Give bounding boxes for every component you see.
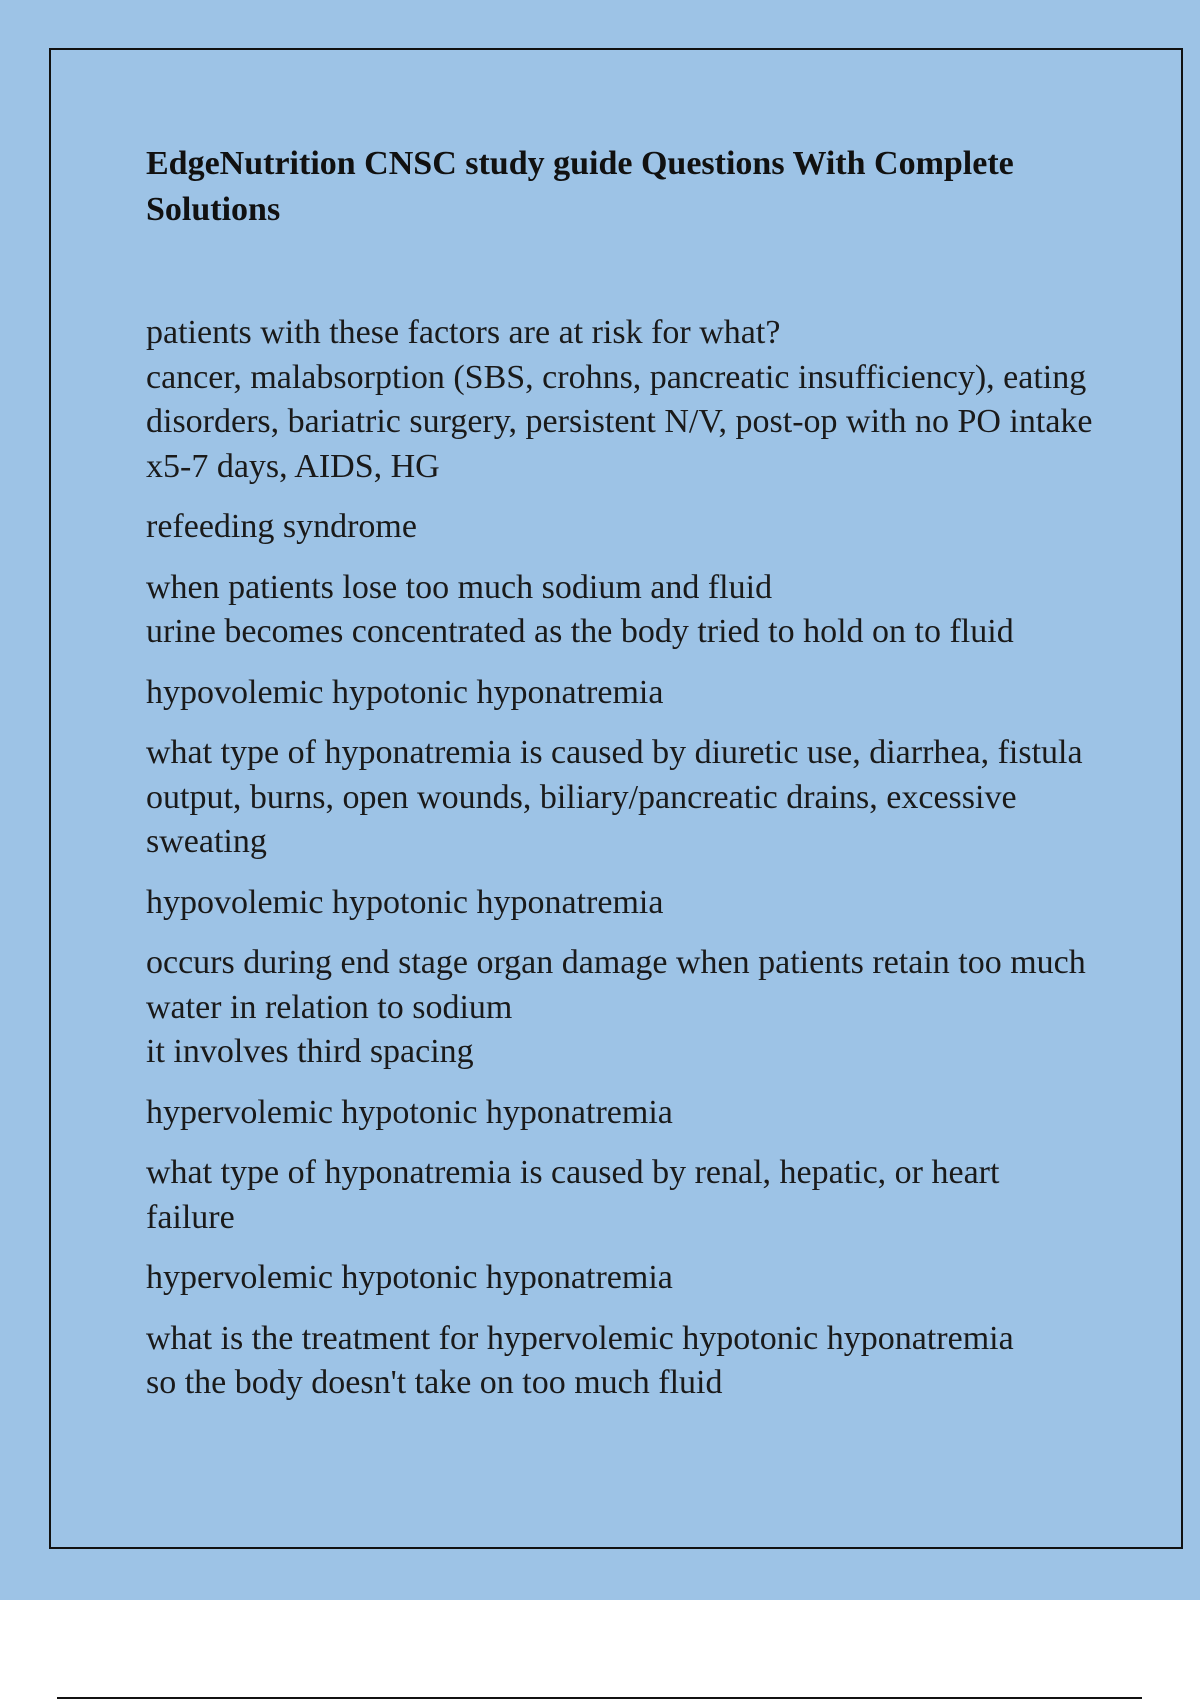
entry-line: patients with these factors are at risk for what? [146, 314, 781, 351]
entry-line: cancer, malabsorption (SBS, crohns, pancreatic insufficiency), eating disorders, bariatric surgery, persistent N/V, post-op with no PO intake x5-7 days, AIDS, HG [146, 358, 1093, 485]
entry-line: hypervolemic hypotonic hyponatremia [146, 1093, 673, 1131]
entry-line: hypovolemic hypotonic hyponatremia [146, 883, 664, 921]
qa-entries-list [146, 311, 1096, 1422]
entry-line: when patients lose too much sodium and fluid [146, 568, 773, 606]
question-entry [146, 941, 1096, 1075]
answer-entry [146, 671, 1096, 716]
entry-line: what type of hyponatremia is caused by diuretic use, diarrhea, fistula output, burns, open wounds, biliary/pancreatic drains, excessive sweating [146, 734, 1083, 860]
question-entry [146, 311, 1096, 489]
entry-line: occurs during end stage organ damage when patients retain too much water in relation to sodium [146, 944, 1086, 1026]
entry-line: urine becomes concentrated as the body tried to hold on to fluid [146, 613, 1014, 650]
entry-line: so the body doesn't take on too much fluid [146, 1364, 723, 1401]
document-title: EdgeNutrition CNSC study guide Questions With Complete Solutions [146, 145, 1014, 228]
entry-line: hypovolemic hypotonic hyponatremia [146, 673, 664, 711]
question-entry [146, 1317, 1096, 1406]
entry-line: it involves third spacing [146, 1033, 474, 1070]
question-entry [146, 731, 1096, 865]
question-entry [146, 566, 1096, 655]
answer-entry [146, 505, 1096, 550]
footer-divider-line [57, 1697, 1142, 1699]
answer-entry [146, 1091, 1096, 1136]
entry-line: what type of hyponatremia is caused by renal, hepatic, or heart failure [146, 1154, 1000, 1236]
entry-line: what is the treatment for hypervolemic hypotonic hyponatremia [146, 1319, 1014, 1357]
question-entry [146, 1151, 1096, 1240]
answer-entry [146, 1256, 1096, 1301]
entry-line: refeeding syndrome [146, 508, 417, 545]
answer-entry [146, 881, 1096, 926]
entry-line: hypervolemic hypotonic hyponatremia [146, 1259, 673, 1296]
